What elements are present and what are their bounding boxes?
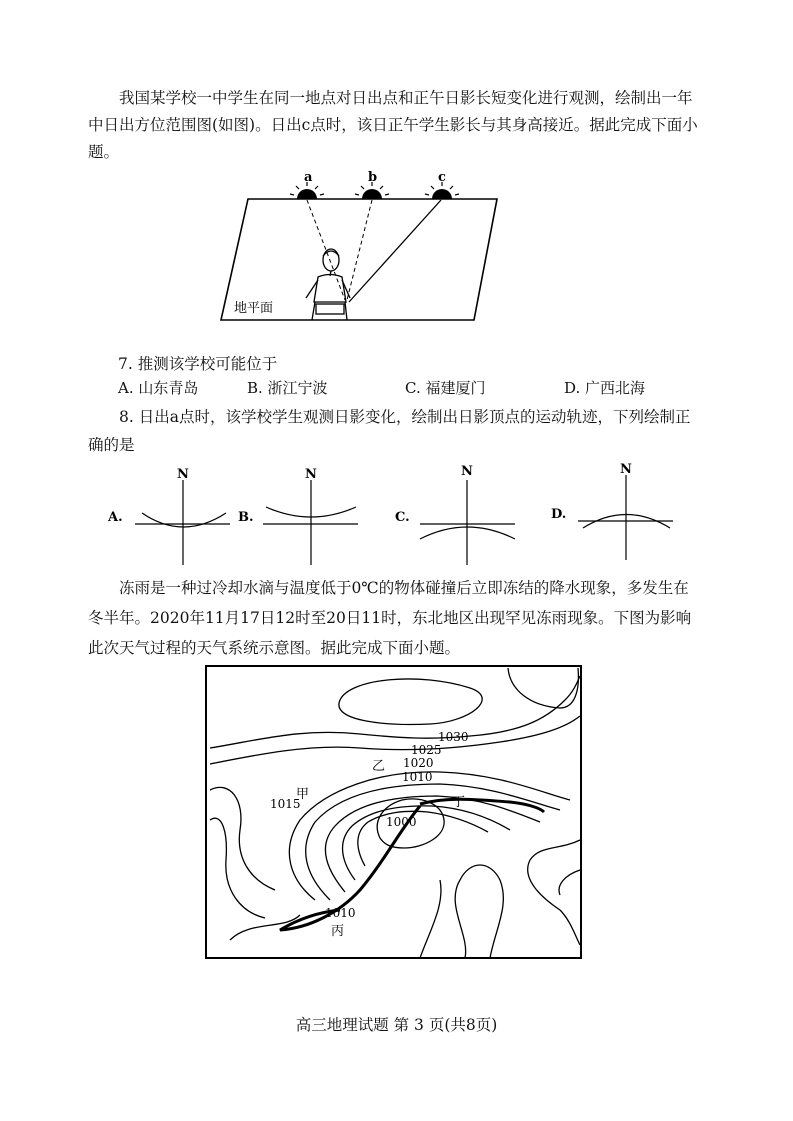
q8-label-c: C. bbox=[395, 510, 410, 525]
q7-stem: 7. 推测该学校可能位于 bbox=[118, 355, 278, 373]
intro-paragraph-2: 冻雨是一种过冷却水滴与温度低于0℃的物体碰撞后立即冻结的降水现象，多发生在冬半年。2020年11月17日12时至20日11时，东北地区出现罕见冻雨现象。下图为影响此次天气过程的天气系统示意图。据此完成下面小题。 bbox=[88, 579, 692, 657]
sun-a-label: a bbox=[304, 170, 313, 185]
intro-paragraph-1: 我国某学校一中学生在同一地点对日出点和正午日影长短变化进行观测，绘制出一年中日出方位范围图(如图)。日出c点时，该日正午学生影长与其身高接近。据此完成下面小题。 bbox=[88, 89, 698, 161]
sun-c-label: c bbox=[438, 170, 446, 185]
isobar-1015: 1015 bbox=[270, 797, 301, 811]
q7-option-a[interactable]: A. 山东青岛 bbox=[118, 379, 199, 397]
q8-label-d: D. bbox=[551, 507, 567, 522]
sun-b-label: b bbox=[368, 170, 378, 185]
place-yi: 乙 bbox=[372, 759, 386, 774]
isobar-1030: 1030 bbox=[438, 730, 469, 744]
place-jia: 甲 bbox=[296, 787, 310, 802]
isobar-1025: 1025 bbox=[411, 743, 442, 757]
isobar-1010-bottom: 1010 bbox=[325, 906, 356, 920]
isobar-1020: 1020 bbox=[403, 756, 434, 770]
q8-label-a: A. bbox=[108, 510, 123, 525]
place-ding: 丁 bbox=[452, 795, 466, 810]
place-bing: 丙 bbox=[331, 924, 345, 939]
north-d: N bbox=[620, 462, 632, 477]
ground-label: 地平面 bbox=[234, 301, 274, 316]
warm-front bbox=[420, 799, 544, 812]
page-footer: 高三地理试题 第 3 页(共8页) bbox=[295, 1016, 498, 1034]
q8-label-b: B. bbox=[238, 510, 254, 525]
q7-option-d[interactable]: D. 广西北海 bbox=[564, 379, 646, 397]
q8-stem: 8. 日出a点时，该学校学生观测日影变化，绘制出日影顶点的运动轨迹，下列绘制正确的是 bbox=[88, 408, 691, 454]
q7-option-b[interactable]: B. 浙江宁波 bbox=[247, 379, 328, 397]
isobar-1000: 1000 bbox=[386, 815, 417, 829]
north-a: N bbox=[177, 467, 189, 482]
isobar-1010-top: 1010 bbox=[402, 770, 433, 784]
q7-option-c[interactable]: C. 福建厦门 bbox=[405, 379, 486, 397]
north-c: N bbox=[461, 464, 473, 479]
map-frame bbox=[206, 666, 581, 958]
north-b: N bbox=[305, 467, 317, 482]
